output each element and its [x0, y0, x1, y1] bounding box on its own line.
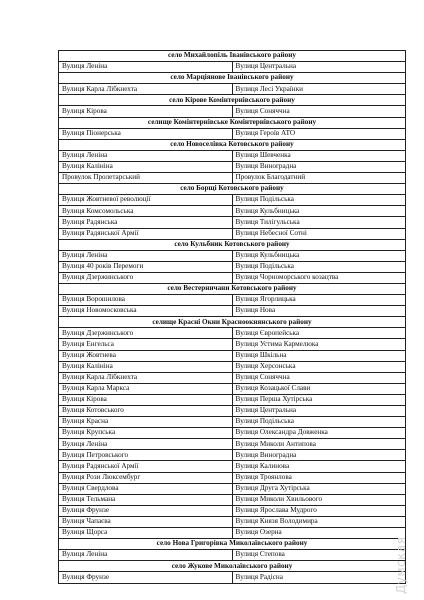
- old-street-name: Вулиця Петровського: [59, 450, 233, 461]
- section-title: село Борщі Котовського району: [59, 184, 406, 195]
- table-row: [59, 306, 406, 317]
- section-header-row: [59, 95, 406, 106]
- table-row: [59, 417, 406, 428]
- table-row: [59, 406, 406, 417]
- section-header-row: [59, 239, 406, 250]
- new-street-name: Вулиця Князя Володимира: [232, 516, 406, 527]
- table-row: [59, 372, 406, 383]
- new-street-name: Вулиця Соняччна: [232, 106, 406, 117]
- table-row: [59, 217, 406, 228]
- new-street-name: Вулиця Тилігульська: [232, 217, 406, 228]
- old-street-name: Вулиця Ворошилова: [59, 295, 233, 306]
- new-street-name: Вулиця Виноградна: [232, 161, 406, 172]
- street-rename-table: [58, 50, 406, 584]
- table-row: [59, 461, 406, 472]
- table-row: [59, 228, 406, 239]
- new-street-name: Вулиця Соняччна: [232, 372, 406, 383]
- section-header-row: [59, 139, 406, 150]
- table-row: [59, 505, 406, 516]
- new-street-name: Вулиця Друга Хутірська: [232, 483, 406, 494]
- section-header-row: [59, 51, 406, 62]
- table-row: [59, 206, 406, 217]
- old-street-name: Вулиця Піонерська: [59, 128, 233, 139]
- old-street-name: Вулиця Свердлова: [59, 483, 233, 494]
- table-row: [59, 295, 406, 306]
- new-street-name: Вулиця Європейська: [232, 328, 406, 339]
- old-street-name: Вулиця Красна: [59, 417, 233, 428]
- table-row: [59, 173, 406, 184]
- new-street-name: Вулиця Центральна: [232, 406, 406, 417]
- section-header-row: [59, 283, 406, 294]
- table-row: [59, 128, 406, 139]
- section-title: село Жукове Миколаївського району: [59, 561, 406, 572]
- old-street-name: Вулиця Леніна: [59, 550, 233, 561]
- table-row: [59, 106, 406, 117]
- old-street-name: Вулиця Жовтнева: [59, 350, 233, 361]
- new-street-name: Вулиця Центральна: [232, 62, 406, 73]
- section-title: село Кульбник Котовського району: [59, 239, 406, 250]
- old-street-name: Вулиця Карла Лібкнехта: [59, 372, 233, 383]
- old-street-name: Вулиця Крупська: [59, 428, 233, 439]
- old-street-name: Вулиця Комсомольська: [59, 206, 233, 217]
- new-street-name: Вулиця Калинова: [232, 461, 406, 472]
- new-street-name: Вулиця Шкільна: [232, 350, 406, 361]
- old-street-name: Вулиця Калініна: [59, 161, 233, 172]
- section-header-row: [59, 561, 406, 572]
- table-row: [59, 150, 406, 161]
- section-header-row: [59, 73, 406, 84]
- new-street-name: Вулиця Шевченка: [232, 150, 406, 161]
- new-street-name: Вулиця Радісна: [232, 572, 406, 583]
- table-row: [59, 383, 406, 394]
- section-header-row: [59, 184, 406, 195]
- old-street-name: Вулиця Леніна: [59, 439, 233, 450]
- table-row: [59, 62, 406, 73]
- table-row: [59, 339, 406, 350]
- old-street-name: Вулиця Карла Маркса: [59, 383, 233, 394]
- new-street-name: Вулиця Ягорлицька: [232, 295, 406, 306]
- table-row: [59, 494, 406, 505]
- table-row: [59, 483, 406, 494]
- section-title: село Нова Григорівка Миколаївського району: [59, 539, 406, 550]
- section-title: село Михайлопіль Іванівського району: [59, 51, 406, 62]
- table-row: [59, 361, 406, 372]
- old-street-name: Вулиця Леніна: [59, 250, 233, 261]
- table-row: [59, 261, 406, 272]
- old-street-name: Вулиця Щорса: [59, 528, 233, 539]
- section-title: село Марціянове Іванівського району: [59, 73, 406, 84]
- old-street-name: Вулиця Кірова: [59, 106, 233, 117]
- old-street-name: Вулиця Новомосковська: [59, 306, 233, 317]
- new-street-name: Вулиця Степова: [232, 550, 406, 561]
- new-street-name: Вулиця Героїв АТО: [232, 128, 406, 139]
- table-row: [59, 572, 406, 583]
- old-street-name: Вулиця Котовського: [59, 406, 233, 417]
- new-street-name: Вулиця Подільська: [232, 195, 406, 206]
- new-street-name: Провулок Благодатний: [232, 173, 406, 184]
- new-street-name: Вулиця Ярослава Мудрого: [232, 505, 406, 516]
- table-row: [59, 450, 406, 461]
- table-row: [59, 428, 406, 439]
- table-row: [59, 328, 406, 339]
- old-street-name: Вулиця Леніна: [59, 150, 233, 161]
- new-street-name: Вулиця Устима Кармелюка: [232, 339, 406, 350]
- table-row: [59, 272, 406, 283]
- table-row: [59, 528, 406, 539]
- new-street-name: Вулиця Кульбницька: [232, 206, 406, 217]
- old-street-name: Вулиця Дзержинського: [59, 328, 233, 339]
- old-street-name: Вулиця Фрунзе: [59, 572, 233, 583]
- section-header-row: [59, 117, 406, 128]
- old-street-name: Вулиця Жовтневої революції: [59, 195, 233, 206]
- new-street-name: Вулиця Нова: [232, 306, 406, 317]
- new-street-name: Вулиця Лесі Українки: [232, 84, 406, 95]
- new-street-name: Вулиця Небесної Сотні: [232, 228, 406, 239]
- table-row: [59, 350, 406, 361]
- section-title: село Новоселівка Котовського району: [59, 139, 406, 150]
- old-street-name: Вулиця Калініна: [59, 361, 233, 372]
- old-street-name: Вулиця Фрунзе: [59, 505, 233, 516]
- old-street-name: Вулиця Тельмана: [59, 494, 233, 505]
- table-row: [59, 195, 406, 206]
- table-body: [59, 51, 406, 584]
- new-street-name: Вулиця Чорноморського козацтва: [232, 272, 406, 283]
- table-row: [59, 516, 406, 527]
- old-street-name: Вулиця Леніна: [59, 62, 233, 73]
- new-street-name: Вулиця Подільська: [232, 261, 406, 272]
- table-row: [59, 550, 406, 561]
- section-header-row: [59, 539, 406, 550]
- table-row: [59, 439, 406, 450]
- section-title: село Кірове Комінтернівського району: [59, 95, 406, 106]
- new-street-name: Вулиця Троянлова: [232, 472, 406, 483]
- old-street-name: Вулиця Кірова: [59, 394, 233, 405]
- section-header-row: [59, 317, 406, 328]
- old-street-name: Вулиця Дзержинського: [59, 272, 233, 283]
- table-row: [59, 394, 406, 405]
- new-street-name: Вулиця Перша Хутірська: [232, 394, 406, 405]
- new-street-name: Вулиця Олександра Довженка: [232, 428, 406, 439]
- new-street-name: Вулиця Кульбницька: [232, 250, 406, 261]
- table-row: [59, 472, 406, 483]
- old-street-name: Вулиця Чапаєва: [59, 516, 233, 527]
- watermark: Думская: [394, 536, 408, 594]
- old-street-name: Провулок Пролетарський: [59, 173, 233, 184]
- old-street-name: Вулиця 40 років Перемоги: [59, 261, 233, 272]
- new-street-name: Вулиця Подільська: [232, 417, 406, 428]
- old-street-name: Вулиця Радянська: [59, 217, 233, 228]
- old-street-name: Вулиця Рози Люксембург: [59, 472, 233, 483]
- old-street-name: Вулиця Енгельса: [59, 339, 233, 350]
- table-row: [59, 84, 406, 95]
- old-street-name: Вулиця Радянської Армії: [59, 461, 233, 472]
- new-street-name: Вулиця Виноградна: [232, 450, 406, 461]
- section-title: селище Красні Окни Красноокнянського району: [59, 317, 406, 328]
- section-title: село Вестерничани Котовського району: [59, 283, 406, 294]
- new-street-name: Вулиця Козацької Слави: [232, 383, 406, 394]
- new-street-name: Вулиця Миколи Антипова: [232, 439, 406, 450]
- old-street-name: Вулиця Радянської Армії: [59, 228, 233, 239]
- section-title: селище Комінтернівське Комінтернівського району: [59, 117, 406, 128]
- new-street-name: Вулиця Миколи Хвильового: [232, 494, 406, 505]
- table-row: [59, 161, 406, 172]
- old-street-name: Вулиця Карла Лібкнехта: [59, 84, 233, 95]
- new-street-name: Вулиця Озерна: [232, 528, 406, 539]
- new-street-name: Вулиця Херсонська: [232, 361, 406, 372]
- table-row: [59, 250, 406, 261]
